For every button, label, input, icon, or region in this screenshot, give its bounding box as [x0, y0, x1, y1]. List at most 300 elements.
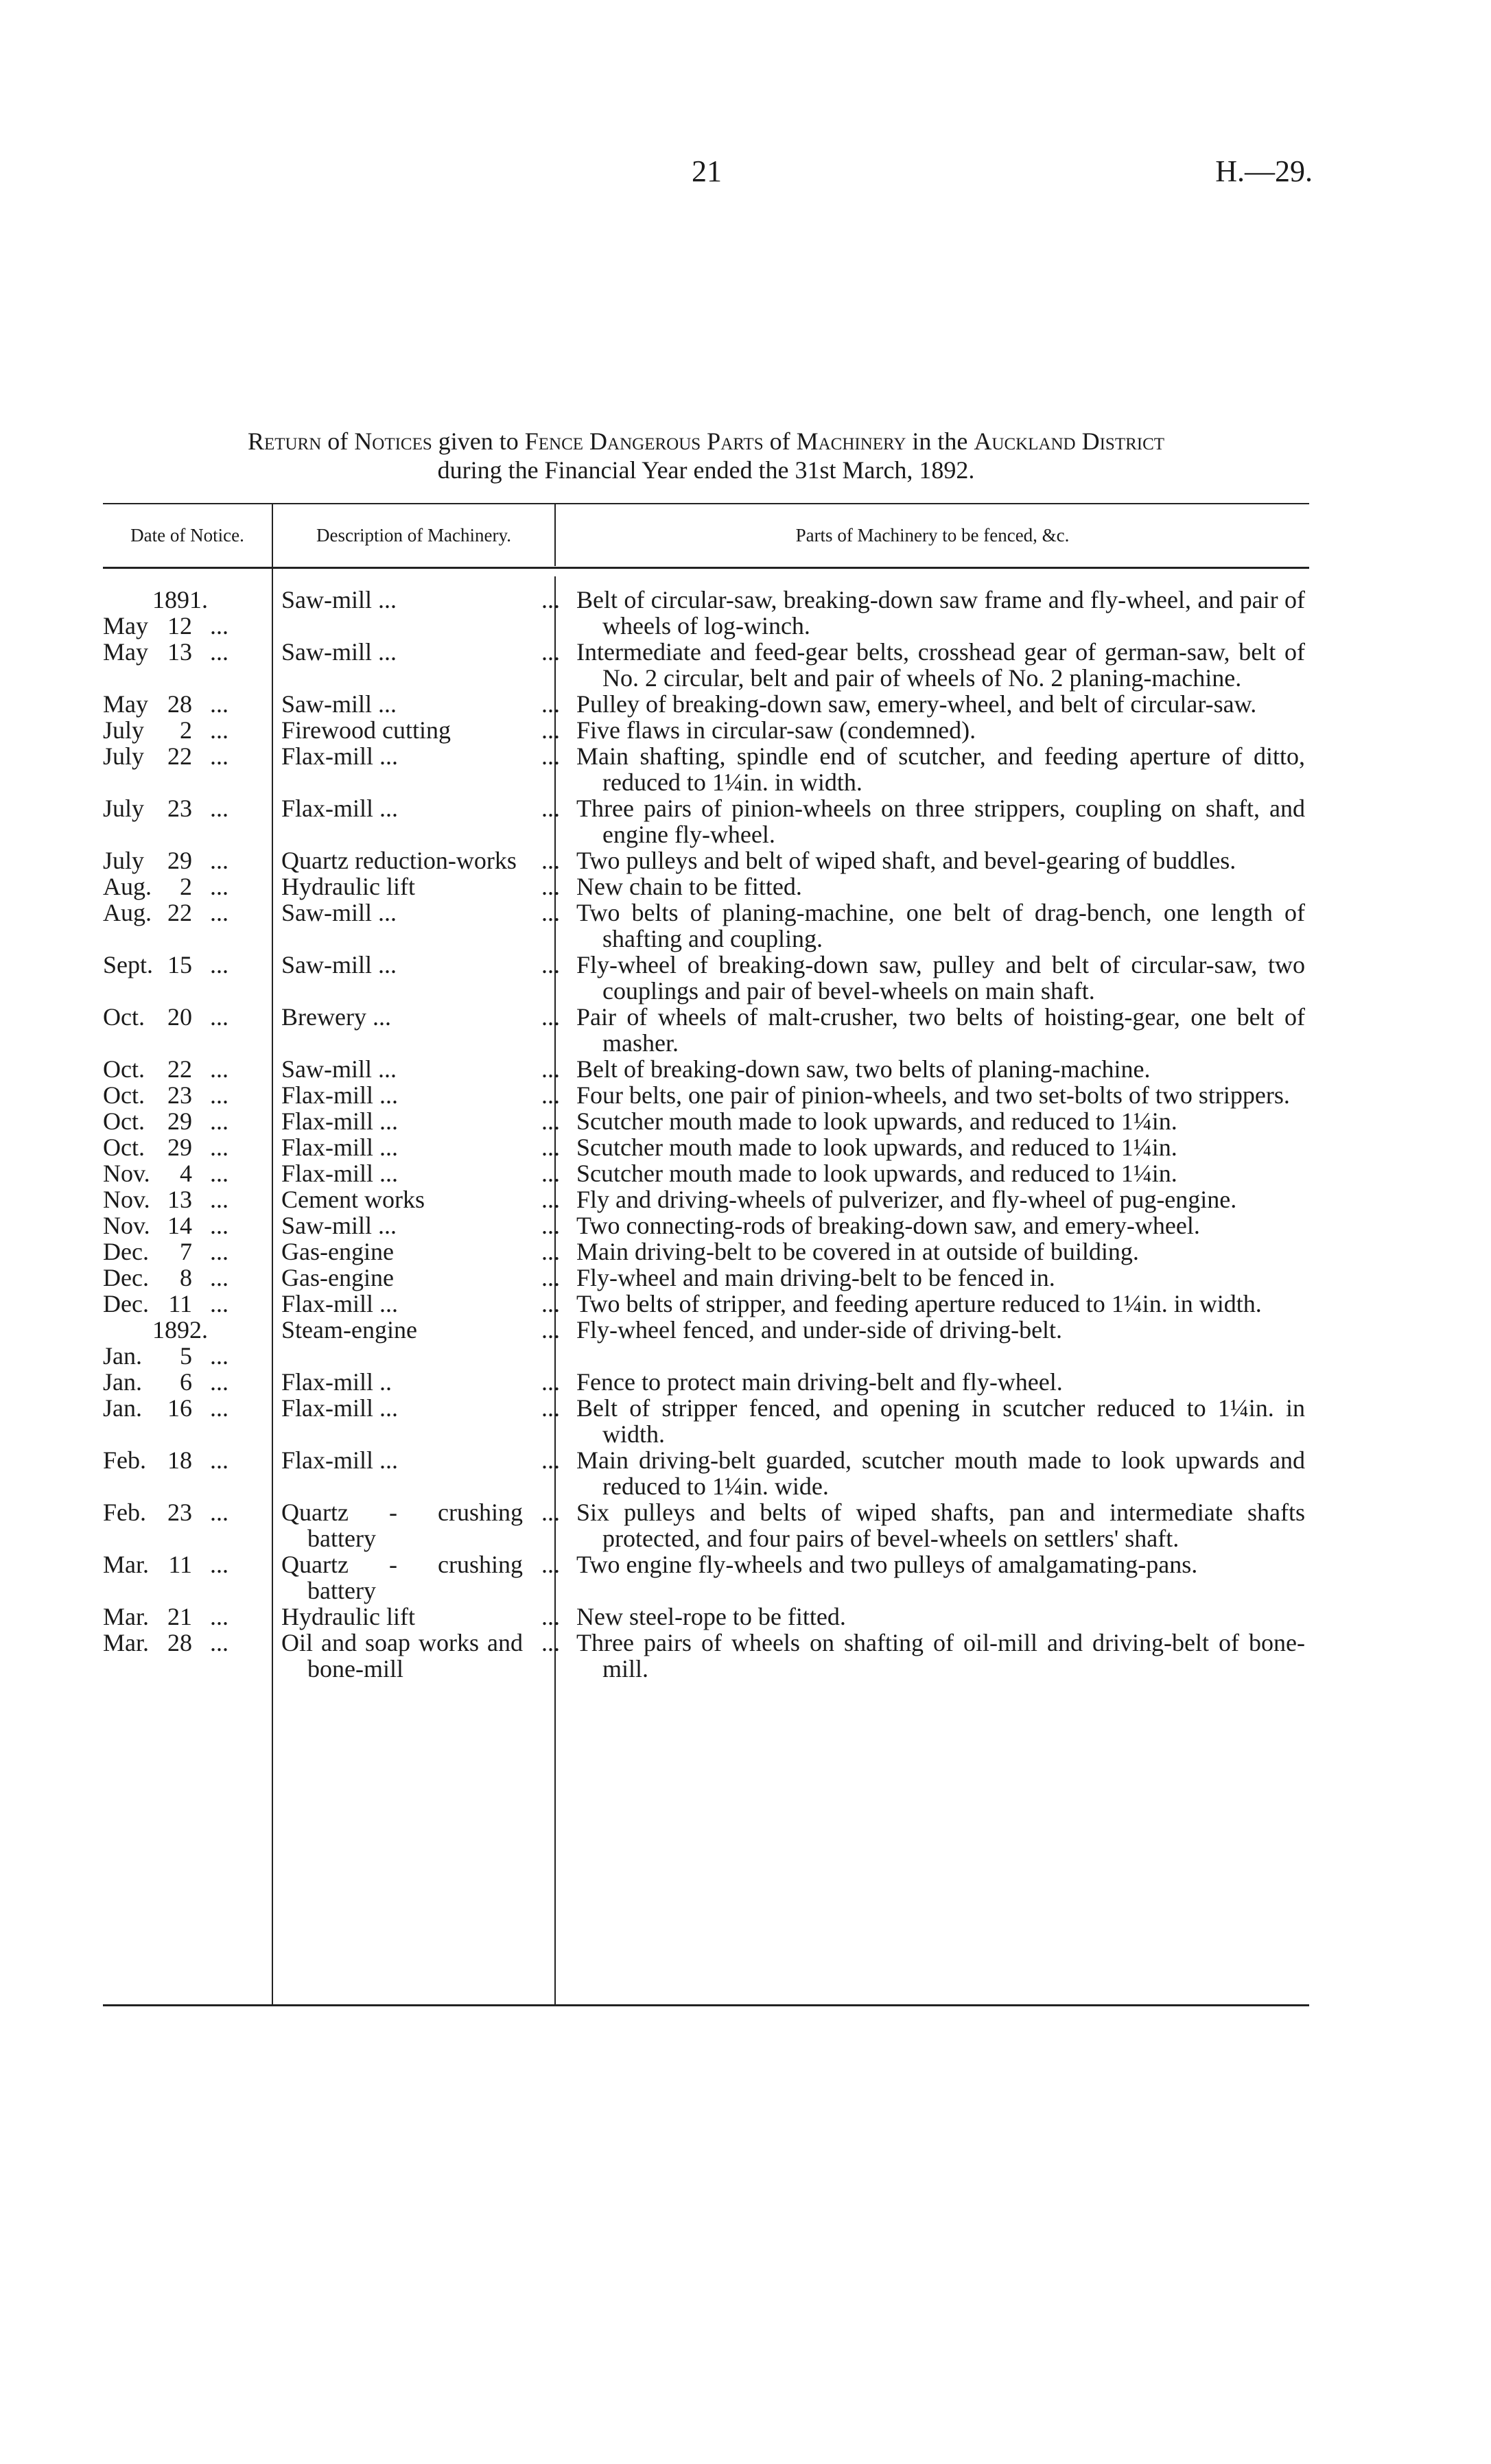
leader-dots: ... [210, 899, 228, 926]
leader-dots: ... [210, 1003, 228, 1031]
machinery-description: Flax-mill ... [281, 1081, 398, 1109]
machinery-cell [272, 1369, 564, 1395]
machinery-description: Flax-mill ... [281, 1290, 398, 1317]
notice-day: 14 [167, 1212, 192, 1239]
leader-dots: ... [541, 1316, 560, 1344]
notice-day: 23 [167, 1499, 192, 1526]
machinery-line [281, 1317, 564, 1343]
parts-to-be-fenced: Scutcher mouth made to look upwards, and reduced to 1¼in. [576, 1107, 1177, 1135]
parts-to-be-fenced: Belt of circular-saw, breaking-down saw frame and fly-wheel, and pair of wheels of log-winch. [576, 586, 1305, 640]
parts-to-be-fenced: Five flaws in circular-saw (condemned). [576, 716, 976, 744]
notice-date [103, 1186, 272, 1212]
parts-to-be-fenced: Fly-wheel and main driving-belt to be fenced in. [576, 1264, 1055, 1291]
leader-dots: ... [210, 690, 228, 718]
leader-dots: ... [210, 1629, 228, 1656]
notice-month: Jan. [103, 1342, 142, 1370]
machinery-description: Gas-engine [281, 1238, 394, 1265]
table-row [103, 1212, 1309, 1239]
notice-date [103, 1447, 272, 1473]
notice-day: 28 [167, 690, 192, 718]
leader-dots: ... [210, 1160, 228, 1187]
parts-cell [564, 1604, 1309, 1630]
notice-date [103, 1343, 272, 1369]
table-row [103, 1056, 1309, 1082]
column-header-date: Date of Notice. [130, 524, 244, 545]
date-cell [103, 795, 272, 847]
machinery-description: Flax-mill .. [281, 1368, 392, 1396]
table-row [103, 1134, 1309, 1160]
title-line-2: during the Financial Year ended the 31st March, 1892. [437, 456, 975, 484]
table-row [103, 1369, 1309, 1395]
machinery-cell [272, 1160, 564, 1186]
machinery-cell [272, 1291, 564, 1317]
notice-date [103, 1082, 272, 1108]
leader-dots: ... [541, 1629, 560, 1656]
machinery-description: Saw-mill ... [281, 899, 397, 926]
notice-month: Sept. [103, 951, 154, 978]
date-cell [103, 1212, 272, 1239]
machinery-description: Steam-engine [281, 1316, 417, 1344]
leader-dots: ... [210, 1107, 228, 1135]
table-row [103, 1317, 1309, 1369]
machinery-description: Oil and soap works and bone-mill [281, 1629, 523, 1682]
page-number: 21 [692, 154, 722, 188]
parts-cell [564, 1265, 1309, 1291]
parts-cell [564, 1212, 1309, 1239]
machinery-cell [272, 1317, 564, 1369]
leader-dots: ... [541, 1238, 560, 1265]
parts-cell [564, 1134, 1309, 1160]
machinery-cell [272, 1239, 564, 1265]
notice-day: 11 [168, 1551, 192, 1578]
notice-day: 6 [180, 1368, 192, 1396]
parts-cell [564, 1447, 1309, 1499]
notice-date [103, 691, 272, 717]
notice-date [103, 873, 272, 900]
notice-date [103, 1108, 272, 1134]
leader-dots: ... [210, 873, 228, 900]
leader-dots: ... [541, 951, 560, 978]
notice-month: Oct. [103, 1081, 145, 1109]
date-cell [103, 1551, 272, 1604]
parts-to-be-fenced: Pulley of breaking-down saw, emery-wheel, and belt of circular-saw. [576, 690, 1257, 718]
machinery-cell [272, 873, 564, 900]
parts-to-be-fenced: Three pairs of wheels on shafting of oil-mill and driving-belt of bone-mill. [576, 1629, 1305, 1682]
parts-cell [564, 952, 1309, 1004]
machinery-line [281, 717, 564, 743]
table-row [103, 952, 1309, 1004]
machinery-line [281, 847, 564, 873]
leader-dots: ... [541, 1264, 560, 1291]
notice-month: May [103, 638, 148, 666]
notice-day: 22 [167, 899, 192, 926]
notices-table-body [103, 587, 1309, 1682]
notice-month: Jan. [103, 1394, 142, 1422]
notice-date [103, 1551, 272, 1577]
parts-cell [564, 1499, 1309, 1551]
leader-dots: ... [210, 1264, 228, 1291]
machinery-cell [272, 1004, 564, 1056]
notice-month: Nov. [103, 1160, 150, 1187]
machinery-line [281, 1291, 564, 1317]
machinery-description: Cement works [281, 1186, 425, 1213]
machinery-cell [272, 717, 564, 743]
notice-date [103, 1239, 272, 1265]
column-header-description: Description of Machinery. [316, 524, 511, 545]
table-row [103, 1604, 1309, 1630]
notice-date [103, 717, 272, 743]
machinery-cell [272, 691, 564, 717]
leader-dots: ... [541, 1003, 560, 1031]
table-row [103, 847, 1309, 873]
notice-day: 7 [180, 1238, 192, 1265]
notice-day: 11 [168, 1290, 192, 1317]
machinery-line [281, 1265, 564, 1291]
date-cell [103, 1239, 272, 1265]
machinery-description: Flax-mill ... [281, 1134, 398, 1161]
machinery-line [281, 1239, 564, 1265]
notice-month: Feb. [103, 1499, 146, 1526]
notice-month: July [103, 716, 145, 744]
date-cell [103, 1056, 272, 1082]
table-row [103, 1239, 1309, 1265]
machinery-line [281, 1369, 564, 1395]
machinery-description: Gas-engine [281, 1264, 394, 1291]
leader-dots: ... [210, 1499, 228, 1526]
date-cell [103, 952, 272, 1004]
parts-cell [564, 1317, 1309, 1369]
leader-dots: ... [210, 1134, 228, 1161]
parts-cell [564, 1186, 1309, 1212]
leader-dots: ... [541, 1055, 560, 1083]
notice-month: Oct. [103, 1055, 145, 1083]
leader-dots: ... [210, 951, 228, 978]
machinery-line [281, 1160, 564, 1186]
notice-month: July [103, 847, 145, 874]
machinery-description: Flax-mill ... [281, 1160, 398, 1187]
machinery-description: Flax-mill ... [281, 742, 398, 770]
parts-to-be-fenced: Scutcher mouth made to look upwards, and reduced to 1¼in. [576, 1160, 1177, 1187]
notice-date [103, 1134, 272, 1160]
leader-dots: ... [541, 1290, 560, 1317]
machinery-cell [272, 1134, 564, 1160]
machinery-description: Saw-mill ... [281, 1055, 397, 1083]
parts-cell [564, 691, 1309, 717]
date-cell [103, 1108, 272, 1134]
machinery-line [281, 1447, 564, 1473]
date-cell [103, 587, 272, 639]
machinery-cell [272, 1551, 564, 1604]
leader-dots: ... [210, 1238, 228, 1265]
notice-month: Oct. [103, 1107, 145, 1135]
table-row [103, 1082, 1309, 1108]
parts-to-be-fenced: Fly and driving-wheels of pulverizer, and fly-wheel of pug-engine. [576, 1186, 1237, 1213]
machinery-line [281, 952, 564, 978]
leader-dots: ... [210, 1394, 228, 1422]
notice-date [103, 1499, 272, 1525]
machinery-line [281, 1186, 564, 1212]
parts-cell [564, 1004, 1309, 1056]
table-row [103, 691, 1309, 717]
machinery-line [281, 743, 564, 769]
machinery-cell [272, 1447, 564, 1499]
notice-date [103, 847, 272, 873]
leader-dots: ... [210, 1446, 228, 1474]
notice-date [103, 795, 272, 821]
leader-dots: ... [210, 1368, 228, 1396]
title-line-1: Return of Notices given to Fence Dangerous Parts of Machinery in the Auckland District [247, 427, 1165, 455]
year-label: 1892. [152, 1316, 208, 1344]
table-row [103, 1265, 1309, 1291]
machinery-line [281, 1212, 564, 1239]
notice-date [103, 1160, 272, 1186]
table-row [103, 639, 1309, 691]
header-top-rule [103, 503, 1309, 504]
machinery-description: Flax-mill ... [281, 1394, 398, 1422]
notice-day: 23 [167, 1081, 192, 1109]
machinery-cell [272, 1082, 564, 1108]
notice-date [103, 639, 272, 665]
parts-cell [564, 743, 1309, 795]
leader-dots: ... [210, 1055, 228, 1083]
notice-month: Jan. [103, 1368, 142, 1396]
notice-day: 29 [167, 847, 192, 874]
notice-day: 29 [167, 1134, 192, 1161]
machinery-description: Saw-mill ... [281, 586, 397, 613]
table-row [103, 795, 1309, 847]
notice-month: Dec. [103, 1238, 149, 1265]
machinery-cell [272, 743, 564, 795]
machinery-cell [272, 1056, 564, 1082]
parts-to-be-fenced: Two connecting-rods of breaking-down saw, and emery-wheel. [576, 1212, 1200, 1239]
leader-dots: ... [541, 1394, 560, 1422]
notice-month: Feb. [103, 1446, 146, 1474]
parts-cell [564, 795, 1309, 847]
machinery-description: Firewood cutting [281, 716, 451, 744]
date-cell [103, 743, 272, 795]
machinery-description: Saw-mill ... [281, 690, 397, 718]
table-row [103, 717, 1309, 743]
notice-month: May [103, 690, 148, 718]
machinery-cell [272, 1265, 564, 1291]
date-cell [103, 1447, 272, 1499]
parts-to-be-fenced: Three pairs of pinion-wheels on three strippers, coupling on shaft, and engine fly-wheel. [576, 795, 1305, 848]
notice-date [103, 1004, 272, 1030]
leader-dots: ... [541, 899, 560, 926]
year-label: 1891. [152, 586, 208, 613]
date-cell [103, 717, 272, 743]
parts-to-be-fenced: Belt of stripper fenced, and opening in scutcher reduced to 1¼in. in width. [576, 1394, 1305, 1448]
machinery-description: Flax-mill ... [281, 795, 398, 822]
table-row [103, 1447, 1309, 1499]
machinery-line [281, 1056, 564, 1082]
notice-month: Nov. [103, 1186, 150, 1213]
parts-cell [564, 1108, 1309, 1134]
parts-to-be-fenced: Fly-wheel fenced, and under-side of driving-belt. [576, 1316, 1063, 1344]
date-cell [103, 1604, 272, 1630]
table-row [103, 1186, 1309, 1212]
leader-dots: ... [210, 1342, 228, 1370]
notice-month: July [103, 742, 145, 770]
notice-month: Oct. [103, 1134, 145, 1161]
notice-day: 29 [167, 1107, 192, 1135]
machinery-line [281, 1004, 564, 1030]
parts-cell [564, 587, 1309, 639]
parts-to-be-fenced: Scutcher mouth made to look upwards, and reduced to 1¼in. [576, 1134, 1177, 1161]
leader-dots: ... [541, 847, 560, 874]
machinery-cell [272, 1630, 564, 1682]
notice-date [103, 1369, 272, 1395]
machinery-cell [272, 587, 564, 639]
notice-date [103, 900, 272, 926]
notice-date [103, 1604, 272, 1630]
notice-day: 16 [167, 1394, 192, 1422]
machinery-cell [272, 1186, 564, 1212]
machinery-description: Saw-mill ... [281, 1212, 397, 1239]
notice-day: 2 [180, 716, 192, 744]
date-cell [103, 1499, 272, 1551]
parts-cell [564, 1395, 1309, 1447]
table-row [103, 1551, 1309, 1604]
date-cell [103, 1291, 272, 1317]
leader-dots: ... [210, 716, 228, 744]
date-cell [103, 900, 272, 952]
notice-day: 18 [167, 1446, 192, 1474]
parts-to-be-fenced: Main shafting, spindle end of scutcher, and feeding aperture of ditto, reduced to 1¼in. in width. [576, 742, 1305, 796]
parts-to-be-fenced: Two belts of planing-machine, one belt of drag-bench, one length of shafting and coupling. [576, 899, 1305, 952]
leader-dots: ... [541, 1186, 560, 1213]
notice-month: Dec. [103, 1264, 149, 1291]
table-row [103, 900, 1309, 952]
leader-dots: ... [541, 1134, 560, 1161]
machinery-cell [272, 1395, 564, 1447]
header-bottom-rule [103, 567, 1309, 569]
parts-cell [564, 717, 1309, 743]
leader-dots: ... [541, 1551, 560, 1578]
notice-day: 21 [167, 1603, 192, 1630]
notice-month: July [103, 795, 145, 822]
parts-to-be-fenced: Intermediate and feed-gear belts, crosshead gear of german-saw, belt of No. 2 circular, belt and pair of wheels of No. 2 planing-machine. [576, 638, 1305, 692]
table-row [103, 1291, 1309, 1317]
machinery-description: Flax-mill ... [281, 1107, 398, 1135]
notice-day: 20 [167, 1003, 192, 1031]
date-cell [103, 1160, 272, 1186]
notice-month: Aug. [103, 873, 152, 900]
date-cell [103, 1134, 272, 1160]
notice-day: 13 [167, 1186, 192, 1213]
notice-day: 8 [180, 1264, 192, 1291]
notice-day: 5 [180, 1342, 192, 1370]
machinery-cell [272, 952, 564, 1004]
machinery-cell [272, 900, 564, 952]
parts-cell [564, 1160, 1309, 1186]
notice-day: 2 [180, 873, 192, 900]
column-header-parts: Parts of Machinery to be fenced, &c. [795, 524, 1070, 545]
date-cell [103, 847, 272, 873]
document-code: H.—29. [1215, 154, 1313, 188]
parts-cell [564, 1056, 1309, 1082]
leader-dots: ... [541, 716, 560, 744]
notice-month: Mar. [103, 1629, 149, 1656]
notice-day: 13 [167, 638, 192, 666]
machinery-description: Quartz - crushing battery [281, 1551, 523, 1604]
leader-dots: ... [210, 847, 228, 874]
notice-day: 12 [167, 612, 192, 640]
parts-to-be-fenced: Six pulleys and belts of wiped shafts, pan and intermediate shafts protected, and four pairs of bevel-wheels on settlers' shaft. [576, 1499, 1305, 1552]
parts-to-be-fenced: Fly-wheel of breaking-down saw, pulley and belt of circular-saw, two couplings and pair of bevel-wheels on main shaft. [576, 951, 1305, 1005]
date-cell [103, 1186, 272, 1212]
notice-date [103, 743, 272, 769]
parts-to-be-fenced: Main driving-belt to be covered in at outside of building. [576, 1238, 1139, 1265]
leader-dots: ... [541, 1446, 560, 1474]
notice-date [103, 1395, 272, 1421]
leader-dots: ... [541, 1160, 560, 1187]
notice-date [103, 1291, 272, 1317]
machinery-cell [272, 1212, 564, 1239]
machinery-line [281, 1551, 564, 1604]
date-cell [103, 1395, 272, 1447]
parts-cell [564, 847, 1309, 873]
machinery-line [281, 1082, 564, 1108]
notice-day: 23 [167, 795, 192, 822]
machinery-line [281, 691, 564, 717]
date-cell [103, 1004, 272, 1056]
leader-dots: ... [210, 638, 228, 666]
leader-dots: ... [541, 873, 560, 900]
parts-to-be-fenced: Two engine fly-wheels and two pulleys of amalgamating-pans. [576, 1551, 1198, 1578]
table-title [103, 427, 1309, 484]
parts-cell [564, 1551, 1309, 1604]
date-cell [103, 1265, 272, 1291]
machinery-line [281, 1499, 564, 1551]
notice-day: 22 [167, 1055, 192, 1083]
table-row [103, 1108, 1309, 1134]
date-cell [103, 873, 272, 900]
parts-cell [564, 1630, 1309, 1682]
leader-dots: ... [210, 1212, 228, 1239]
machinery-cell [272, 1108, 564, 1134]
parts-to-be-fenced: Two pulleys and belt of wiped shaft, and bevel-gearing of buddles. [576, 847, 1236, 874]
machinery-description: Saw-mill ... [281, 638, 397, 666]
notice-date [103, 1265, 272, 1291]
leader-dots: ... [541, 1107, 560, 1135]
machinery-cell [272, 639, 564, 691]
leader-dots: ... [210, 795, 228, 822]
table-row [103, 873, 1309, 900]
notice-day: 4 [180, 1160, 192, 1187]
machinery-line [281, 1134, 564, 1160]
parts-to-be-fenced: New steel-rope to be fitted. [576, 1603, 846, 1630]
machinery-line [281, 1630, 564, 1682]
table-row [103, 743, 1309, 795]
machinery-line [281, 873, 564, 900]
notices-table [103, 587, 1309, 1682]
machinery-description: Hydraulic lift [281, 1603, 415, 1630]
parts-to-be-fenced: Fence to protect main driving-belt and fly-wheel. [576, 1368, 1063, 1396]
parts-to-be-fenced: Four belts, one pair of pinion-wheels, and two set-bolts of two strippers. [576, 1081, 1290, 1109]
table-row [103, 1160, 1309, 1186]
machinery-line [281, 1395, 564, 1421]
leader-dots: ... [541, 1368, 560, 1396]
machinery-line [281, 1108, 564, 1134]
machinery-description: Quartz reduction-works [281, 847, 517, 874]
parts-cell [564, 900, 1309, 952]
notice-date [103, 1630, 272, 1656]
table-row [103, 1395, 1309, 1447]
machinery-line [281, 639, 564, 665]
date-cell [103, 1317, 272, 1369]
date-cell [103, 1630, 272, 1682]
